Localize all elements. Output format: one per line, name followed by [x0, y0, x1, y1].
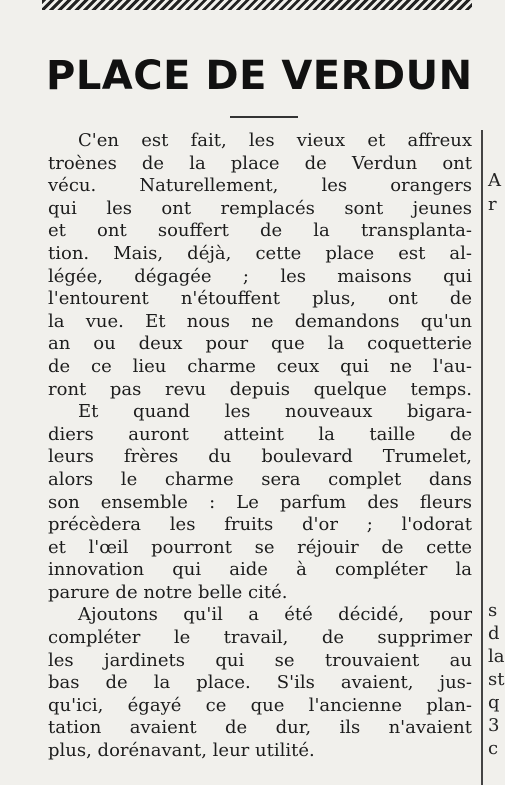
- text-line: vécu. Naturellement, les orangers: [48, 175, 472, 197]
- adjacent-column-fragment: c: [488, 738, 499, 759]
- adjacent-column-fragment: 3: [488, 715, 500, 736]
- text-line: innovation qui aide à compléter la: [48, 559, 472, 581]
- text-line: diers auront atteint la taille de: [48, 423, 472, 445]
- adjacent-column-fragment: q: [488, 692, 500, 713]
- paragraph: [48, 604, 472, 762]
- adjacent-column-fragment: A: [488, 170, 501, 191]
- paragraph: [48, 130, 472, 401]
- text-line: les jardinets qui se trouvaient au: [48, 649, 472, 671]
- title-divider: [230, 116, 298, 118]
- text-line: leurs frères du boulevard Trumelet,: [48, 446, 472, 468]
- adjacent-column-fragment: s: [488, 600, 498, 621]
- text-line: l'entourent n'étouffent plus, ont de: [48, 288, 472, 310]
- adjacent-column-fragment: d: [488, 623, 500, 644]
- text-line: tion. Mais, déjà, cette place est al-: [48, 242, 472, 264]
- adjacent-column-fragment: st: [488, 669, 505, 690]
- text-line: légée, dégagée ; les maisons qui: [48, 265, 472, 287]
- text-line: plus, dorénavant, leur utilité.: [48, 740, 315, 762]
- article-body: [48, 130, 472, 763]
- text-line: Ajoutons qu'il a été décidé, pour: [78, 604, 472, 626]
- text-line: de ce lieu charme ceux qui ne l'au-: [48, 355, 472, 377]
- top-border-ornament: [42, 0, 472, 10]
- text-line: bas de la place. S'ils avaient, jus-: [48, 672, 472, 694]
- adjacent-column-fragment: r: [488, 194, 497, 215]
- paragraph: [48, 401, 472, 604]
- text-line: et l'œil pourront se réjouir de cette: [48, 536, 472, 558]
- text-line: alors le charme sera complet dans: [48, 468, 472, 490]
- text-line: tation avaient de dur, ils n'avaient: [48, 717, 472, 739]
- text-line: précèdera les fruits d'or ; l'odorat: [48, 514, 472, 536]
- text-line: parure de notre belle cité.: [48, 581, 288, 603]
- adjacent-column-fragment: la: [488, 646, 505, 667]
- text-line: et ont souffert de la transplanta-: [48, 220, 472, 242]
- text-line: son ensemble : Le parfum des fleurs: [48, 491, 472, 513]
- column-divider: [481, 130, 483, 785]
- text-line: qu'ici, égayé ce que l'ancienne plan-: [48, 694, 472, 716]
- text-line: ront pas revu depuis quelque temps.: [48, 378, 472, 400]
- text-line: troènes de la place de Verdun ont: [48, 152, 472, 174]
- text-line: qui les ont remplacés sont jeunes: [48, 197, 472, 219]
- text-line: compléter le travail, de supprimer: [48, 627, 472, 649]
- text-line: Et quand les nouveaux bigara-: [78, 401, 472, 423]
- text-line: la vue. Et nous ne demandons qu'un: [48, 310, 472, 332]
- article-title: PLACE DE VERDUN: [46, 53, 473, 99]
- text-line: C'en est fait, les vieux et affreux: [78, 130, 472, 151]
- text-line: an ou deux pour que la coquetterie: [48, 333, 472, 355]
